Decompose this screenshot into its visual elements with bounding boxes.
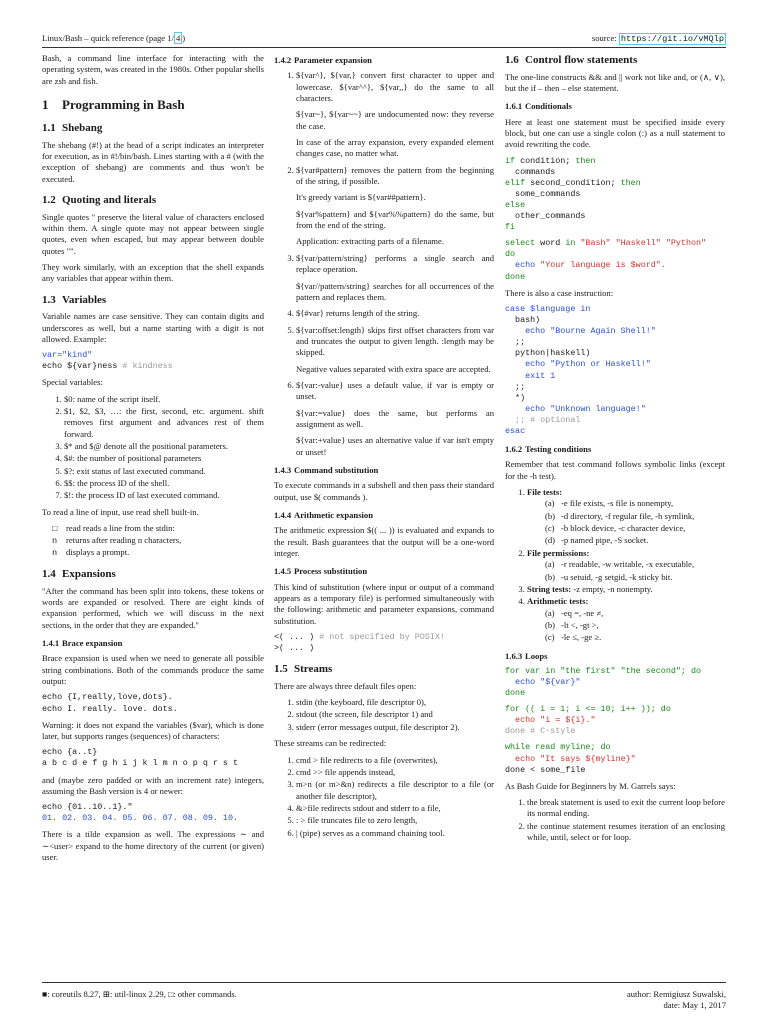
read-paragraph: To read a line of input, use read shell built-in. [42, 506, 199, 517]
variables-paragraph: Variable names are case sensitive. They can contain digits and underscores as well, but a name starting with a digit is not allowed. Example: [42, 311, 264, 344]
list-item: 3. stderr (error messages output, file descriptor 2). [296, 722, 494, 733]
section-1-4-heading: 1.4 Expansions [42, 568, 116, 581]
list-item: 3. m>n (or m>&n) redirects a file descriptor to a file (or another file descriptor), [296, 779, 494, 802]
control-flow-paragraph: The one-line constructs && and || work not like and, or (∧, ∨), but the if – then – else statement. [505, 71, 725, 93]
section-1-6-2-heading: 1.6.2 Testing conditions [505, 444, 592, 455]
zero-padding-code: echo {01..10..1}." 01. 02. 03. 04. 05. 06. 07. 08. 09. 10. [42, 802, 239, 824]
quoting-paragraph-2: They work similarly, with an exception that the shell expands any variables that appear within them. [42, 261, 264, 284]
header-rule [42, 47, 726, 48]
list-item: n displays a prompt. [52, 546, 130, 558]
list-item: 7. $!: the process ID of last executed command. [64, 490, 264, 501]
section-1-1-heading: 1.1 Shebang [42, 122, 103, 135]
list-item: 4. &>file redirects stdout and stderr to a file, [296, 803, 494, 814]
process-substitution-code: <( ... ) # not specified by POSIX! >( ... ) [274, 632, 445, 654]
tests-list [505, 487, 725, 643]
list-item: n returns after reading n characters, [52, 534, 182, 546]
for-loop-code: for var in "the first" "the second"; do echo "${var}" done [505, 665, 702, 699]
list-item: 4. Arithmetic tests: (a) -eq =, -ne ≠, (b) -lt <, -gt >, (c) -le ≤, -ge ≥. [527, 596, 725, 643]
section-1-4-1-heading: 1.4.1 Brace expansion [42, 638, 123, 649]
streams-paragraph: There are always three default files open: [274, 680, 417, 691]
variables-code: var="kind" echo ${var}ness # kindness [42, 350, 173, 372]
list-item: 4. ${#var} returns length of the string. [296, 308, 494, 319]
list-item: 1. the break statement is used to exit the current loop before its normal ending. [527, 797, 725, 820]
c-style-loop-code: for (( i = 1; i <= 10; i++ )); do echo "i = ${i}." done # C-style [505, 704, 671, 737]
special-variables-label: Special variables: [42, 377, 103, 388]
list-item: 1. stdin (the keyboard, file descriptor 0), [296, 697, 494, 708]
section-1-4-4-heading: 1.4.4 Arithmetic expansion [274, 510, 374, 520]
header-source: source: https://git.io/vMQlp [591, 33, 724, 44]
column-2 [274, 53, 494, 844]
brace-code: echo {I,really,love,dots}. echo I. really. love. dots. [42, 692, 178, 714]
list-item: 6. $$: the process ID of the shell. [64, 478, 264, 489]
footer-rule [42, 982, 726, 983]
list-item: 6. | (pipe) serves as a command chaining tool. [296, 828, 494, 839]
page-header [42, 33, 726, 49]
list-item: 1. $0: name of the script itself. [64, 394, 264, 405]
list-item: 3. String tests: -z empty, -n nonempty. [527, 584, 725, 595]
range-code: echo {a..t} a b c d e f g h i j k l m n o p q r s t [42, 747, 239, 769]
section-1-6-1-heading: 1.6.1 Conditionals [505, 101, 572, 112]
guide-paragraph: As Bash Guide for Beginners by M. Garrels says: [505, 780, 676, 791]
list-item: 2. File permissions: (a) -r readable, -w writable, -x executable, (b) -u setuid, -g setgid, -k sticky bit. [527, 548, 725, 583]
case-paragraph: There is also a case instruction: [505, 287, 614, 298]
list-item: 2. ${var#pattern} removes the pattern from the beginning of the string, if possible. It's greedy variant is ${var##pattern}. ${var%pattern} and ${var%%pattern} do the same, but from the end of the string. Application: extracting parts of a filename. [296, 165, 494, 248]
section-1-6-3-heading: 1.6.3 Loops [505, 650, 548, 661]
list-item: 1. File tests: (a) -e file exists, -s file is nonempty, (b) -d directory, -f regular file, -h symlink, (c) -b block device, -c character device, (d) -p named pipe, -S socket. [527, 487, 725, 547]
list-item: 2. the continue statement resumes iteration of an enclosing while, until, select or for loop. [527, 821, 725, 844]
list-item: 5. ${var:offset:length} skips first offset characters from var and truncates the output to given length. :length may be skipped. Negative values separated with extra space are accepted. [296, 325, 494, 375]
column-1 [42, 53, 264, 868]
list-item: 2. $1, $2, $3, …: the first, second, etc. argument. shift removes first argument and advances rest of them forward. [64, 406, 264, 440]
list-item: 5. : > file truncates file to zero length, [296, 815, 494, 826]
if-code: if condition; then commands elif second_condition; then some_commands else other_commands fi [505, 155, 641, 233]
quoting-paragraph-1: Single quotes '' preserve the literal value of characters enclosed within them. A single quote may not appear between single quotes, even when escaped, but may appear between double quotes "". [42, 211, 264, 256]
conditionals-paragraph: Here at least one statement must be specified inside every block, but one can use a single colon (:) as a null statement to avoid rewriting the code. [505, 116, 725, 150]
source-link[interactable]: https://git.io/vMQlp [620, 34, 724, 44]
shebang-paragraph: The shebang (#!) at the head of a script indicates an interpreter for execution, as in #!/bin/bash. Lines starting with a # (with the exception of shebang) are comments and thus won't be executed. [42, 139, 264, 184]
streams-list [274, 697, 494, 733]
column-3 [505, 53, 725, 848]
list-item: 2. stdout (the screen, file descriptor 1) and [296, 709, 494, 720]
page-footer [42, 982, 726, 1011]
section-1-4-5-heading: 1.4.5 Process substitution [274, 566, 368, 577]
process-substitution-paragraph: This kind of substitution (where input or output of a command appears as a temporary file) is performed simultaneously with the following: arithmetic and parameter expansions, command substitution. [274, 581, 494, 626]
list-item: 3. ${var/pattern/string} performs a single search and replace operation. ${var//pattern/string} searches for all occurrences of the pattern and replaces them. [296, 253, 494, 303]
section-1-5-heading: 1.5 Streams [274, 663, 333, 676]
expansions-paragraph: "After the command has been split into tokens, these tokens or words are expanded or resolved. There are eight kinds of expansion performed, which we will discuss in the next sections, in the order that they are expanded." [42, 585, 264, 630]
list-item: 1. cmd > file redirects to a file (overwrites), [296, 755, 494, 766]
guide-list [505, 797, 725, 843]
section-1-heading: 1 Programming in Bash [42, 97, 185, 113]
warning-paragraph: Warning: it does not expand the variables ($var), which is done later, but supports ranges (sequences) of characters: [42, 719, 264, 741]
special-variables-list [42, 394, 264, 502]
read-options-list [42, 523, 264, 559]
brace-paragraph: Brace expansion is used when we need to generate all possible string combinations. Both of the commands produce the same output: [42, 653, 264, 687]
footer-legend: ■: coreutils 8.27, ⊞: util-linux 2.29, □: other commands. [42, 989, 237, 999]
select-code: select word in "Bash" "Haskell" "Python" do echo "Your language is $word". done [505, 238, 707, 282]
list-item: 1. ${var^}, ${var,} convert first character to upper and lowercase. ${var^^}, ${var,,} do the same to all characters. ${var~}, ${var~~} are undocumented now: they reverse the case. In case of the array expansion, every expanded element changes case, no matter what. [296, 70, 494, 159]
arithmetic-paragraph: The arithmetic expression $(( ... )) is evaluated and expands to the result. Bash guarantees that the output will be a one-word integer. [274, 525, 494, 559]
tilde-paragraph: There is a tilde expansion as well. The expressions ∼ and ∼<user> expand to the home directory of the current (or given) user. [42, 829, 264, 863]
list-item: □ read reads a line from the stdin: [52, 523, 175, 534]
section-1-4-2-heading: 1.4.2 Parameter expansion [274, 55, 372, 65]
section-1-2-heading: 1.2 Quoting and literals [42, 194, 157, 207]
redirection-list [274, 755, 494, 839]
footer-author: author: Remigiusz Suwalski, date: May 1, 2017 [626, 989, 726, 1011]
section-1-6-heading: 1.6 Control flow statements [505, 54, 638, 66]
parameter-expansion-list [274, 70, 494, 458]
section-1-4-3-heading: 1.4.3 Command substitution [274, 464, 379, 475]
list-item: 3. $* and $@ denote all the positional parameters. [64, 441, 264, 452]
list-item: 6. ${var:-value} uses a default value, if var is empty or unset. ${var:=value} does the same, but performs an assignment as well. ${var:+value} uses an alternative value if var isn't empty or unset! [296, 380, 494, 458]
case-code: case $language in bash) echo "Bourne Again Shell!" ;; python|haskell) echo "Python or Haskell!" exit 1 ;; *) echo "Unknown language!" ;; # optional esac [505, 303, 656, 436]
header-title: Linux/Bash – quick reference (page 1/ 4 ) [42, 33, 186, 43]
section-1-3-heading: 1.3 Variables [42, 293, 107, 306]
intro-paragraph: Bash, a command line interface for interacting with the operating system, was created in the 1980s. Other popular shells are zsh and fish. [42, 53, 264, 86]
while-loop-code: while read myline; do echo "It says ${myline}" done < some_file [505, 742, 636, 775]
zero-padding-paragraph: and (maybe zero padded or with an increment rate) integers, assuming the Bash version is 4 or newer: [42, 774, 264, 796]
list-item: 5. $?: exit status of last executed command. [64, 466, 264, 477]
command-substitution-paragraph: To execute commands in a subshell and then pass their standard output, use $( commands ). [274, 480, 494, 502]
page-total-link[interactable]: 4 [175, 33, 181, 43]
list-item: 4. $#: the number of positional parameters [64, 453, 264, 464]
testing-paragraph: Remember that test command follows symbolic links (except for the -h test). [505, 459, 725, 481]
redirection-paragraph: These streams can be redirected: [274, 738, 387, 749]
list-item: 2. cmd >> file appends instead, [296, 767, 494, 778]
